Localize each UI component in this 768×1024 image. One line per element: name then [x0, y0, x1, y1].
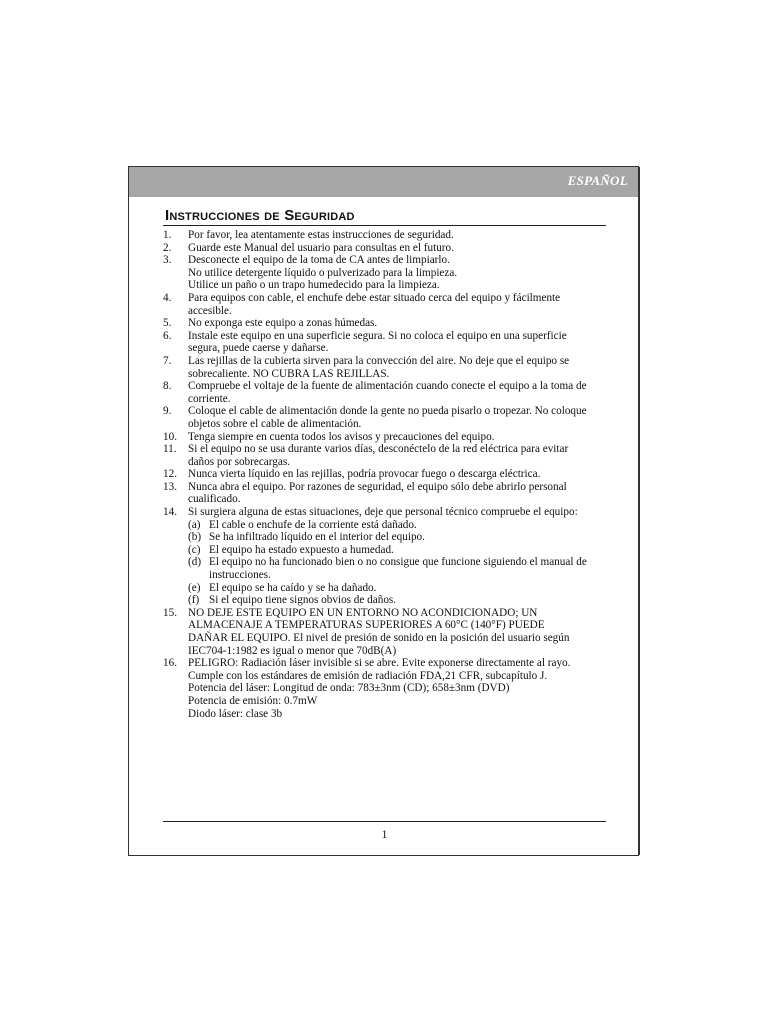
- item-number: 11.: [163, 443, 177, 456]
- list-item: [163, 481, 608, 506]
- sub-item-letter: (b): [188, 531, 202, 544]
- item-number: 14.: [163, 506, 177, 519]
- item-text: No utilice detergente líquido o pulverizado para la limpieza.: [188, 266, 458, 279]
- header-bar: [129, 167, 638, 197]
- item-text: Utilice un paño o un trapo humedecido para la limpieza.: [188, 279, 440, 292]
- item-text: Desconecte el equipo de la toma de CA antes de limpiarlo.: [188, 254, 450, 267]
- sub-list-item: [188, 519, 608, 532]
- item-text: Instale este equipo en una superficie segura. Si no coloca el equipo en una superficie: [188, 329, 567, 342]
- item-text: Tenga siempre en cuenta todos los avisos y precauciones del equipo.: [188, 430, 495, 443]
- item-number: 8.: [163, 380, 172, 393]
- item-text: Guarde este Manual del usuario para consultas en el futuro.: [188, 241, 454, 254]
- item-number: 10.: [163, 430, 177, 443]
- list-item: [163, 317, 608, 330]
- item-text: objetos sobre el cable de alimentación.: [188, 417, 362, 430]
- sub-item-letter: (c): [188, 543, 201, 556]
- item-text: Potencia del láser: Longitud de onda: 783±3nm (CD); 658±3nm (DVD): [188, 682, 510, 695]
- sub-item-text: Se ha infiltrado líquido en el interior del equipo.: [209, 531, 425, 544]
- sub-list-item: [188, 594, 608, 607]
- item-number: 6.: [163, 329, 172, 342]
- item-number: 2.: [163, 241, 172, 254]
- list-item: [163, 443, 608, 468]
- item-text: Si surgiera alguna de estas situaciones, deje que personal técnico compruebe el equipo:: [188, 506, 578, 519]
- item-number: 7.: [163, 354, 172, 367]
- item-number: 5.: [163, 317, 172, 330]
- list-item: [163, 431, 608, 444]
- list-item: [163, 242, 608, 255]
- page-number: 1: [381, 829, 388, 841]
- item-number: 1.: [163, 229, 172, 241]
- item-text: sobrecaliente. NO CUBRA LAS REJILLAS.: [188, 367, 390, 380]
- item-text: corriente.: [188, 392, 231, 405]
- list-item: [163, 405, 608, 430]
- sub-item-text: El equipo se ha caído y se ha dañado.: [209, 581, 377, 594]
- item-text: Por favor, lea atentamente estas instrucciones de seguridad.: [188, 229, 454, 241]
- sub-item-text: El cable o enchufe de la corriente está dañado.: [209, 518, 417, 531]
- item-text: PELIGRO: Radiación láser invisible si se abre. Evite exponerse directamente al rayo.: [188, 657, 571, 670]
- sub-item-text: El equipo no ha funcionado bien o no consigue que funcione siguiendo el manual de: [209, 556, 587, 569]
- item-number: 16.: [163, 657, 177, 670]
- item-text: Si el equipo no se usa durante varios días, desconéctelo de la red eléctrica para evitar: [188, 443, 569, 456]
- sub-item-letter: (a): [188, 518, 201, 531]
- item-number: 15.: [163, 606, 177, 619]
- item-text: Potencia de emisión: 0.7mW: [188, 694, 318, 707]
- safety-instructions-list: [163, 229, 608, 720]
- item-number: 3.: [163, 254, 172, 267]
- item-text: Las rejillas de la cubierta sirven para la convección del aire. No deje que el equipo se: [188, 354, 570, 367]
- list-item: [163, 292, 608, 317]
- sub-item-letter: (d): [188, 556, 202, 569]
- section-title: Instrucciones de Seguridad: [165, 207, 355, 224]
- list-item: [163, 506, 608, 607]
- list-item: [163, 607, 608, 657]
- sub-list-item: [188, 556, 608, 581]
- page-frame: [128, 166, 639, 856]
- list-item: [163, 657, 608, 720]
- sub-item-letter: (f): [188, 594, 200, 607]
- item-number: 4.: [163, 291, 172, 304]
- item-text: No exponga este equipo a zonas húmedas.: [188, 317, 378, 330]
- sub-list-item: [188, 544, 608, 557]
- item-text: Nunca vierta líquido en las rejillas, podría provocar fuego o descarga eléctrica.: [188, 468, 541, 481]
- sub-item-text: Si el equipo tiene signos obvios de daños.: [209, 594, 397, 607]
- sub-list-item: [188, 582, 608, 595]
- item-text: accesible.: [188, 304, 232, 317]
- sub-list: [188, 519, 608, 607]
- item-text: Cumple con los estándares de emisión de radiación FDA,21 CFR, subcapítulo J.: [188, 669, 548, 682]
- list-item: [163, 355, 608, 380]
- item-text: Compruebe el voltaje de la fuente de alimentación cuando conecte el equipo a la toma de: [188, 380, 587, 393]
- item-text: cualificado.: [188, 493, 241, 506]
- item-text: Coloque el cable de alimentación donde la gente no pueda pisarlo o tropezar. No coloque: [188, 405, 587, 418]
- item-number: 12.: [163, 468, 177, 481]
- item-number: 13.: [163, 480, 177, 493]
- list-item: [163, 254, 608, 292]
- sub-item-text: instrucciones.: [209, 569, 271, 582]
- item-text: daños por sobrecargas.: [188, 455, 291, 468]
- item-text: NO DEJE ESTE EQUIPO EN UN ENTORNO NO ACONDICIONADO; UN: [188, 606, 538, 619]
- sub-item-text: El equipo ha estado expuesto a humedad.: [209, 543, 394, 556]
- item-number: 9.: [163, 405, 172, 418]
- item-text: Diodo láser: clase 3b: [188, 707, 283, 720]
- sub-list-item: [188, 531, 608, 544]
- list-item: [163, 468, 608, 481]
- language-label: ESPAÑOL: [567, 173, 628, 188]
- item-text: ALMACENAJE A TEMPERATURAS SUPERIORES A 60°C (140°F) PUEDE: [188, 619, 545, 632]
- sub-item-letter: (e): [188, 581, 201, 594]
- item-text: Nunca abra el equipo. Por razones de seguridad, el equipo sólo debe abrirlo personal: [188, 480, 567, 493]
- list-item: [163, 380, 608, 405]
- item-text: IEC704-1:1982 es igual o menor que 70dB(A): [188, 644, 397, 657]
- list-item: [163, 330, 608, 355]
- title-divider: [163, 225, 606, 226]
- footer-divider: [163, 821, 606, 822]
- list-item: [163, 229, 608, 242]
- item-text: segura, puede caerse y dañarse.: [188, 342, 329, 355]
- item-text: Para equipos con cable, el enchufe debe estar situado cerca del equipo y fácilmente: [188, 291, 561, 304]
- item-text: DAÑAR EL EQUIPO. El nivel de presión de sonido en la posición del usuario según: [188, 632, 570, 644]
